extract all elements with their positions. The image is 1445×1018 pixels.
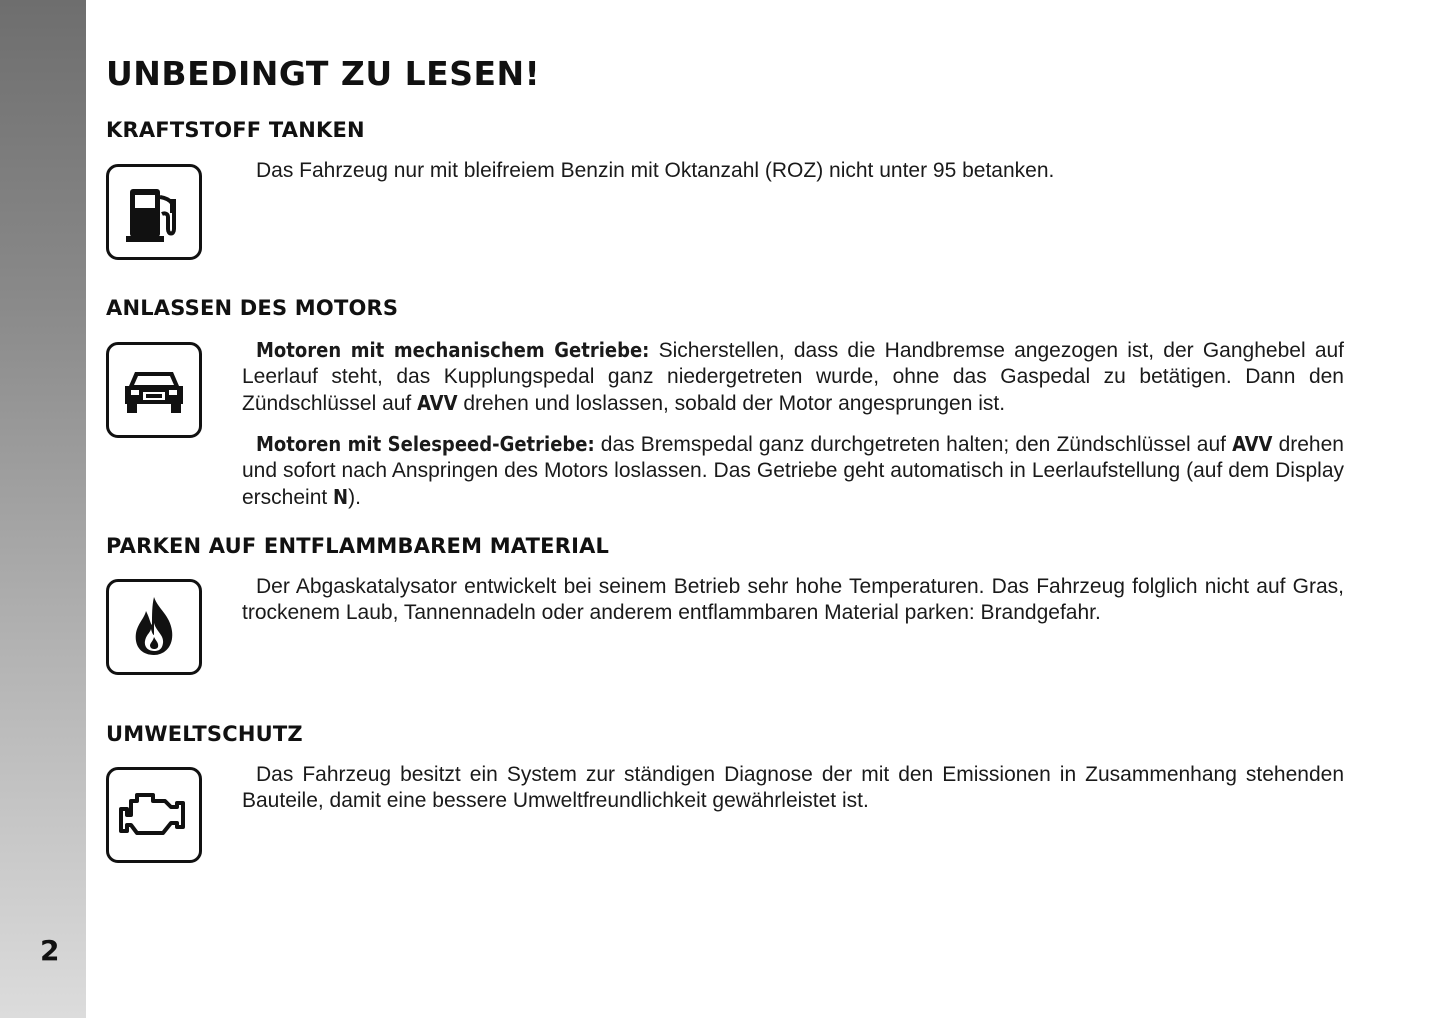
sidebar-gradient-strip [0,0,86,1018]
fuel-pump-icon [106,164,202,260]
start-paragraph-manual: Motoren mit mechanischem Getriebe: Sicherstellen, dass die Handbremse angezogen ist, der Ganghebel auf Leerlauf steht, das Kupplungspedal ganz niedergetreten wurde, ohne das Gaspedal zu betätigen. Dann den Zündschlüssel auf AVV drehen und loslassen, sobald der Motor angesprungen ist. [242,338,1345,415]
page-title: UNBEDINGT ZU LESEN! [106,54,541,93]
section-text-parking [242,574,1344,626]
flame-icon [106,579,202,675]
section-heading-start: ANLASSEN DES MOTORS [106,296,399,320]
fuel-paragraph: Das Fahrzeug nur mit bleifreiem Benzin mit Oktanzahl (ROZ) nicht unter 95 betanken. [256,159,1055,182]
section-heading-environment: UMWELTSCHUTZ [106,722,303,746]
parking-paragraph: Der Abgaskatalysator entwickelt bei seinem Betrieb sehr hohe Temperaturen. Das Fahrzeug folglich nicht auf Gras, trockenem Laub, Tannennadeln oder anderem entflammbaren Material parken: Brandgefahr. [242,575,1344,624]
environment-paragraph: Das Fahrzeug besitzt ein System zur ständigen Diagnose der mit den Emissionen in Zusammenhang stehenden Bauteile, damit eine bessere Umweltfreundlichkeit gewährleistet ist. [242,763,1344,812]
manual-gearbox-label: Motoren mit mechanischem Getriebe: [256,338,650,362]
car-icon [106,342,202,438]
engine-icon [106,767,202,863]
section-heading-parking: PARKEN AUF ENTFLAMMBAREM MATERIAL [106,534,610,558]
selespeed-gearbox-label: Motoren mit Selespeed-Getriebe: [256,432,595,456]
section-text-fuel [242,158,1344,184]
section-text-environment [242,762,1344,814]
section-heading-fuel: KRAFTSTOFF TANKEN [106,118,365,142]
start-paragraph-selespeed: Motoren mit Selespeed-Getriebe: das Bremspedal ganz durchgetreten halten; den Zündschlüssel auf AVV drehen und sofort nach Anspringen des Motors loslassen. Das Getriebe geht automatisch in Leerlaufstellung (auf dem Display erscheint N). [242,432,1344,509]
section-text-start [242,337,1344,511]
page-number: 2 [40,934,60,967]
